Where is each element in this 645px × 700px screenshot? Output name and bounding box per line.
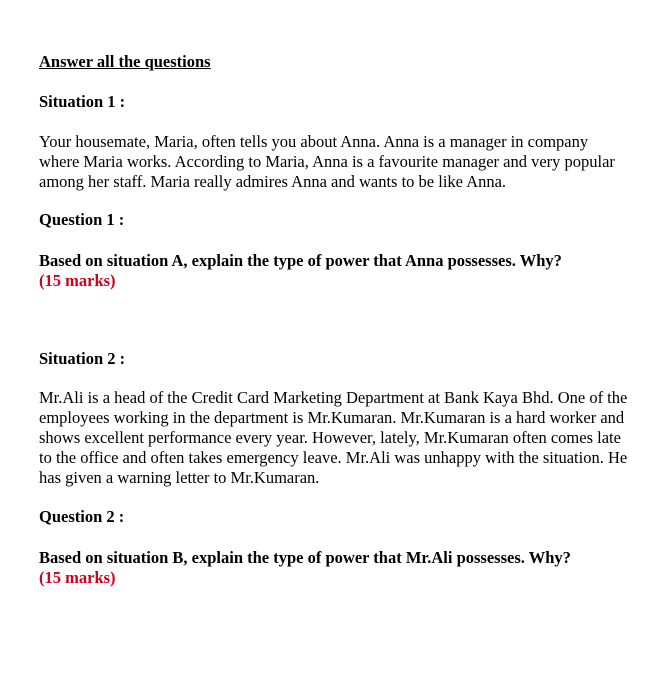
question-2-block bbox=[39, 548, 629, 588]
situation-1-text: Your housemate, Maria, often tells you about Anna. Anna is a manager in company where Maria works. According to Maria, Anna is a favourite manager and very popular among her staff. Maria really admires Anna and wants to be like Anna. bbox=[39, 132, 615, 191]
question-1-heading: Question 1 : bbox=[39, 210, 125, 229]
page-title: Answer all the questions bbox=[39, 52, 211, 71]
situation-2-heading: Situation 2 : bbox=[39, 349, 126, 368]
situation-2-text: Mr.Ali is a head of the Credit Card Marketing Department at Bank Kaya Bhd. One of the employees working in the department is Mr.Kumaran. Mr.Kumaran is a hard worker and shows excellent performance every year. However, lately, Mr.Kumaran often comes late to the office and often takes emergency leave. Mr.Ali was unhappy with the situation. He has given a warning letter to Mr.Kumaran. bbox=[39, 388, 628, 487]
situation-1-heading: Situation 1 : bbox=[39, 92, 126, 111]
question-2-text: Based on situation B, explain the type of power that Mr.Ali possesses. Why? bbox=[39, 548, 571, 567]
question-2-heading: Question 2 : bbox=[39, 507, 125, 526]
question-2-marks: (15 marks) bbox=[39, 568, 116, 587]
question-1-marks: (15 marks) bbox=[39, 271, 116, 290]
question-1-block bbox=[39, 251, 629, 291]
question-1-text: Based on situation A, explain the type of power that Anna possesses. Why? bbox=[39, 251, 562, 270]
